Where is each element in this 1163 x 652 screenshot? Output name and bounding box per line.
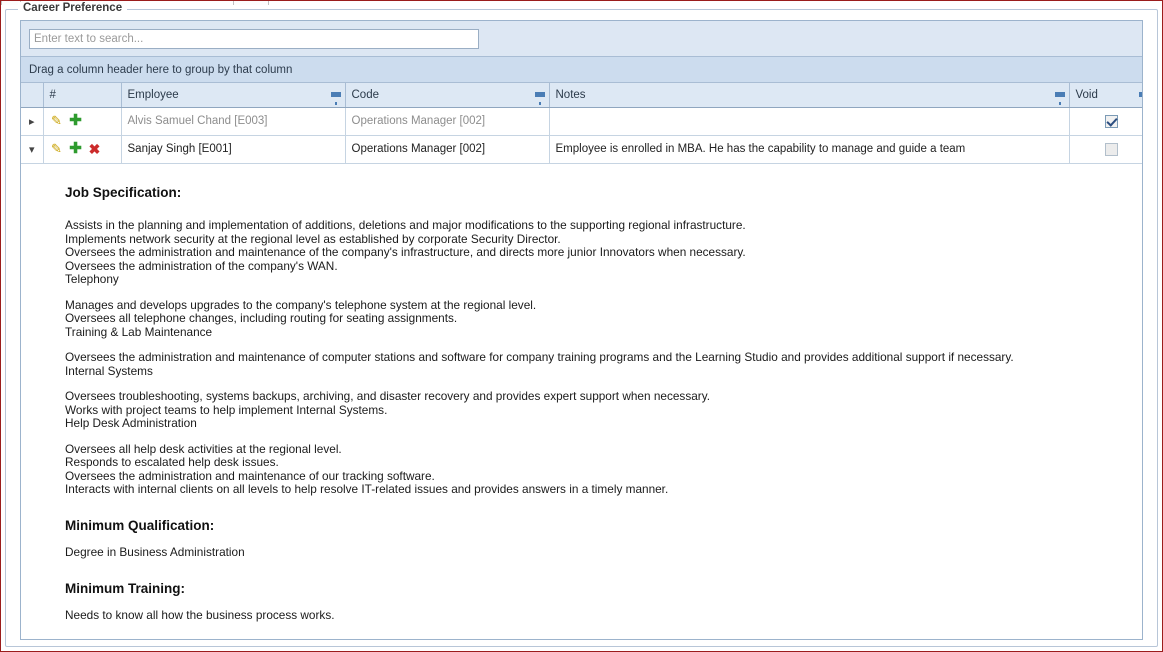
cell-employee: Sanjay Singh [E001] (121, 135, 345, 163)
filter-icon[interactable] (1055, 90, 1064, 98)
chevron-down-icon[interactable]: ▾ (28, 143, 35, 156)
cell-code: Operations Manager [002] (345, 135, 549, 163)
job-spec-line: Assists in the planning and implementation of additions, deletions and major modifications to the supporting regional infrastructure. (65, 218, 746, 232)
row-actions-cell (43, 107, 121, 135)
cell-code: Operations Manager [002] (345, 107, 549, 135)
column-header-void[interactable] (1069, 83, 1143, 107)
cross-icon[interactable]: ✖ (88, 141, 101, 157)
table-row[interactable] (21, 107, 1143, 135)
job-specification-heading: Job Specification: (65, 184, 182, 200)
row-expand-cell[interactable] (21, 107, 43, 135)
job-spec-line: Training & Lab Maintenance (65, 324, 213, 339)
group-by-hint: Drag a column header here to group by that column (29, 63, 293, 76)
job-spec-paragraph-3 (65, 351, 1142, 378)
job-spec-line: Oversees all help desk activities at the regional level. (65, 441, 342, 456)
cell-employee: Alvis Samuel Chand [E003] (121, 107, 345, 135)
void-checkbox[interactable] (1105, 143, 1118, 156)
column-header-employee-label: Employee (127, 88, 179, 101)
job-spec-line: Oversees the administration and maintenance of our tracking software. (65, 468, 435, 483)
column-header-employee[interactable] (121, 83, 345, 107)
career-preference-section (5, 2, 1158, 647)
column-header-void-label: Void (1075, 88, 1098, 101)
pencil-icon[interactable]: ✎ (51, 113, 62, 128)
column-header-code[interactable] (345, 83, 549, 107)
column-header-notes[interactable] (549, 83, 1069, 107)
void-checkbox[interactable] (1105, 115, 1118, 128)
grid-header-row (21, 83, 1143, 107)
cell-void[interactable] (1069, 135, 1143, 163)
job-spec-paragraph-1 (65, 219, 1142, 287)
job-spec-line: Oversees the administration and maintenance of computer stations and software for company training programs and the Learning Studio and provides additional support if necessary. (65, 350, 1014, 364)
minimum-qualification-heading: Minimum Qualification: (65, 517, 215, 533)
row-expand-cell[interactable] (21, 135, 43, 163)
minimum-training-text: Needs to know all how the business process works. (65, 608, 335, 622)
search-input[interactable] (29, 29, 479, 49)
job-spec-line: Responds to escalated help desk issues. (65, 455, 279, 469)
minimum-training-heading: Minimum Training: (65, 580, 185, 596)
cell-void[interactable] (1069, 107, 1143, 135)
window-top-strip (1, 1, 1163, 6)
job-spec-line: Manages and develops upgrades to the company's telephone system at the regional level. (65, 297, 537, 312)
job-spec-paragraph-4 (65, 390, 1142, 431)
job-spec-line: Works with project teams to help implement Internal Systems. (65, 402, 388, 417)
row-detail-panel (21, 164, 1142, 633)
job-spec-line: Help Desk Administration (65, 416, 197, 430)
filter-icon[interactable] (331, 90, 340, 98)
cell-notes: Employee is enrolled in MBA. He has the capability to manage and guide a team (549, 135, 1069, 163)
table-row[interactable] (21, 135, 1143, 163)
filter-icon[interactable] (535, 90, 544, 98)
plus-icon[interactable]: ✚ (69, 112, 82, 129)
chevron-right-icon[interactable]: ▸ (28, 115, 35, 128)
job-spec-line: Oversees the administration of the company's WAN. (65, 258, 338, 273)
job-spec-paragraph-2 (65, 299, 1142, 340)
minimum-qualification-text: Degree in Business Administration (65, 545, 245, 559)
row-actions-cell (43, 135, 121, 163)
grid-panel (20, 20, 1143, 640)
column-header-actions[interactable]: # (43, 83, 121, 107)
column-header-code-label: Code (351, 88, 379, 101)
column-header-expand (21, 83, 43, 107)
filter-icon[interactable] (1139, 90, 1144, 98)
cell-notes (549, 107, 1069, 135)
plus-icon[interactable]: ✚ (69, 140, 82, 157)
pencil-icon[interactable]: ✎ (51, 141, 62, 156)
career-preference-grid (21, 83, 1143, 164)
job-spec-line: Implements network security at the regional level as established by corporate Security Director. (65, 231, 561, 246)
job-spec-line: Oversees all telephone changes, including routing for seating assignments. (65, 311, 458, 325)
job-spec-line: Telephony (65, 272, 119, 286)
job-spec-line: Oversees the administration and maintenance of the company's infrastructure, and directs more junior Innovators when necessary. (65, 245, 746, 259)
search-bar (21, 21, 1142, 57)
job-spec-line: Internal Systems (65, 363, 153, 378)
job-spec-line: Interacts with internal clients on all levels to help resolve IT-related issues and provides answers in a timely manner. (65, 482, 669, 496)
group-by-dropzone[interactable] (21, 57, 1142, 83)
section-legend: Career Preference (18, 2, 127, 14)
job-spec-line: Oversees troubleshooting, systems backups, archiving, and disaster recovery and provides expert support when necessary. (65, 389, 711, 403)
column-header-notes-label: Notes (555, 88, 586, 101)
job-spec-paragraph-5 (65, 443, 1142, 497)
